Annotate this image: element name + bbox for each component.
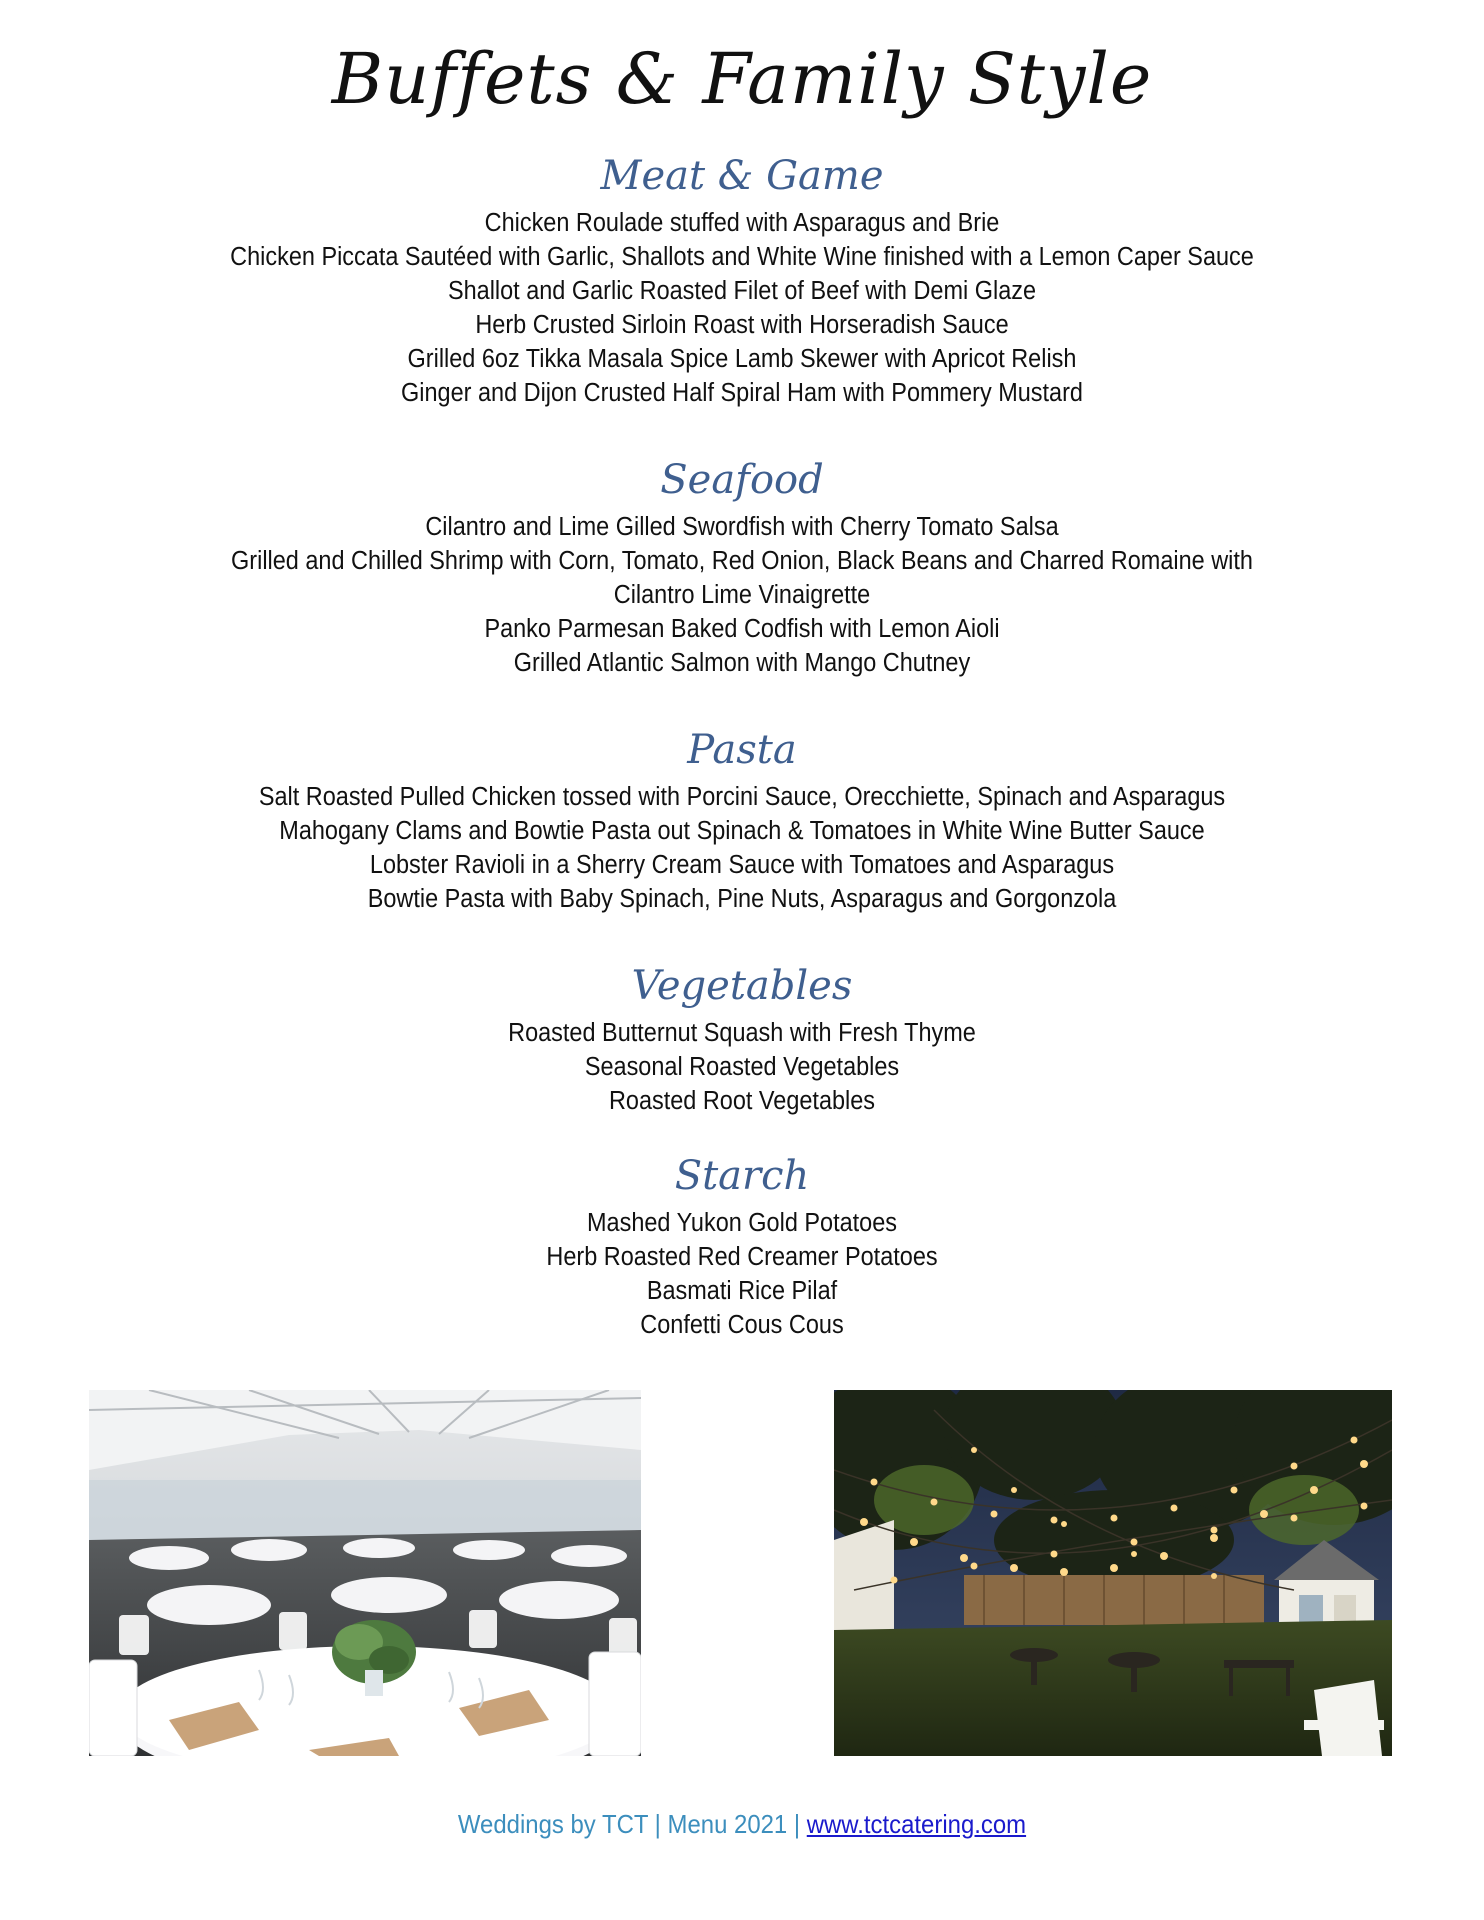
page-title: Buffets & Family Style <box>331 38 1153 120</box>
menu-item: Basmati Rice Pilaf <box>646 1277 838 1305</box>
menu-item: Salt Roasted Pulled Chicken tossed with Porcini Sauce, Orecchiette, Spinach and Asparagus <box>258 783 1226 811</box>
menu-item: Roasted Butternut Squash with Fresh Thyme <box>508 1019 976 1047</box>
menu-item: Mahogany Clams and Bowtie Pasta out Spinach & Tomatoes in White Wine Butter Sauce <box>279 817 1205 845</box>
menu-item-list <box>0 1206 1484 1342</box>
menu-item: Chicken Roulade stuffed with Asparagus and Brie <box>484 209 1000 237</box>
section-heading: Meat & Game <box>600 153 884 199</box>
menu-item: Grilled and Chilled Shrimp with Corn, Tomato, Red Onion, Black Beans and Charred Romaine with Cilantro Lime Vinaigrette <box>231 547 1253 609</box>
menu-item-list <box>0 510 1484 680</box>
menu-item: Grilled Atlantic Salmon with Mango Chutney <box>513 649 971 677</box>
section-heading: Seafood <box>660 457 824 503</box>
menu-item: Bowtie Pasta with Baby Spinach, Pine Nuts, Asparagus and Gorgonzola <box>367 885 1117 913</box>
website-link[interactable]: www.tctcatering.com <box>806 1809 1027 1839</box>
menu-item-list <box>0 780 1484 916</box>
menu-item: Ginger and Dijon Crusted Half Spiral Ham with Pommery Mustard <box>401 379 1083 407</box>
footer <box>59 1806 1424 1842</box>
menu-item: Chicken Piccata Sautéed with Garlic, Shallots and White Wine finished with a Lemon Caper Sauce <box>230 243 1254 271</box>
menu-item: Panko Parmesan Baked Codfish with Lemon Aioli <box>484 615 1000 643</box>
menu-item: Roasted Root Vegetables <box>608 1087 876 1115</box>
section-heading: Pasta <box>687 727 797 773</box>
menu-item: Shallot and Garlic Roasted Filet of Beef with Demi Glaze <box>447 277 1037 305</box>
menu-item: Herb Crusted Sirloin Roast with Horseradish Sauce <box>475 311 1009 339</box>
footer-text: Weddings by TCT | Menu 2021 | <box>457 1809 807 1839</box>
section-seafood <box>0 454 1484 680</box>
garden-string-lights-photo <box>834 1390 1392 1756</box>
photo-row <box>0 1390 1484 1756</box>
menu-item: Confetti Cous Cous <box>640 1311 844 1339</box>
menu-item-list <box>0 206 1484 410</box>
menu-item: Cilantro and Lime Gilled Swordfish with Cherry Tomato Salsa <box>425 513 1059 541</box>
menu-item: Mashed Yukon Gold Potatoes <box>587 1209 897 1237</box>
section-vegetables <box>0 960 1484 1118</box>
section-meat-game <box>0 150 1484 410</box>
menu-item: Lobster Ravioli in a Sherry Cream Sauce with Tomatoes and Asparagus <box>369 851 1115 879</box>
menu-item: Herb Roasted Red Creamer Potatoes <box>546 1243 938 1271</box>
tent-reception-photo <box>89 1390 641 1756</box>
section-heading: Vegetables <box>631 963 853 1009</box>
menu-item-list <box>0 1016 1484 1118</box>
section-starch <box>0 1150 1484 1342</box>
section-pasta <box>0 724 1484 916</box>
section-heading: Starch <box>674 1153 810 1199</box>
menu-item: Seasonal Roasted Vegetables <box>584 1053 900 1081</box>
menu-item: Grilled 6oz Tikka Masala Spice Lamb Skewer with Apricot Relish <box>407 345 1077 373</box>
